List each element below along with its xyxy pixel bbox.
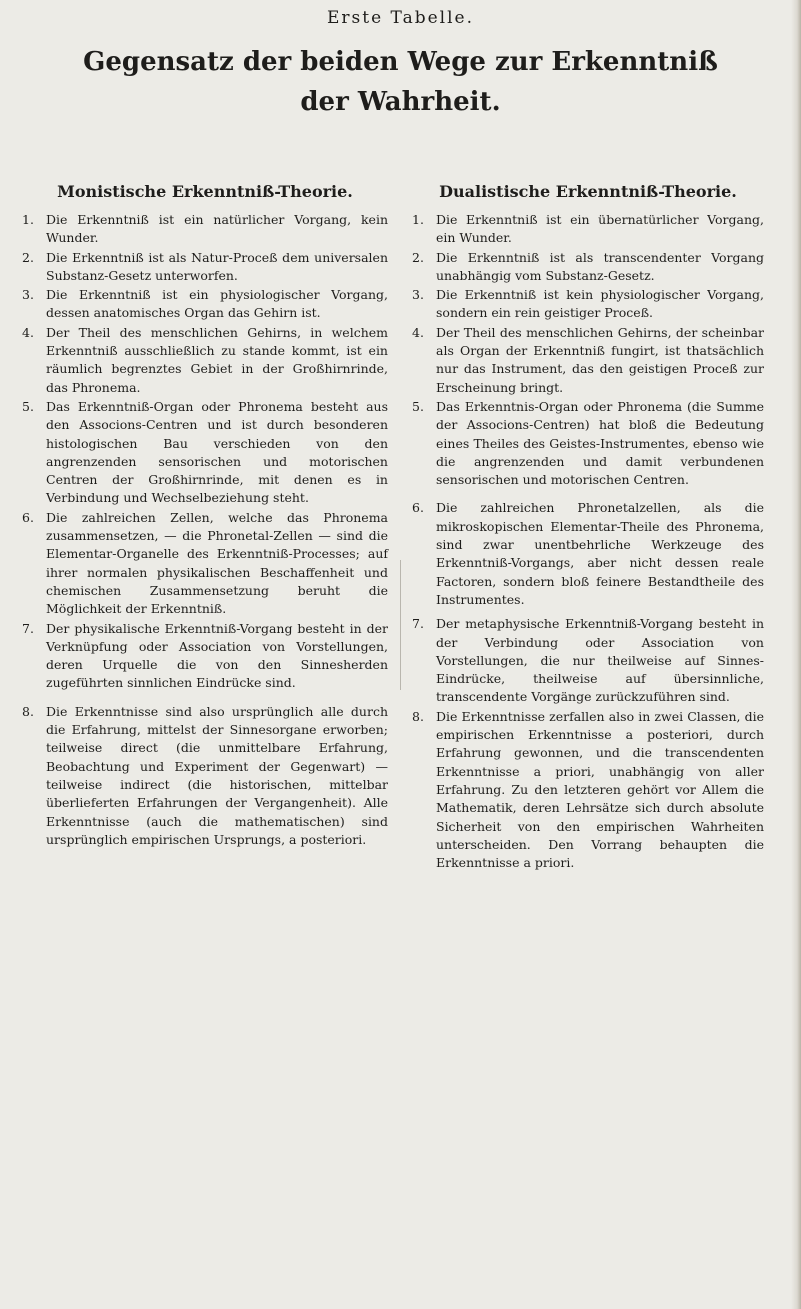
item-number: 1. [22, 212, 34, 227]
item-text: Der Theil des menschlichen Gehirns, der scheinbar als Organ der Erkenntniß fungirt, ist thatsächlich nur das Instrument, das den geistigen Proceß zur Erscheinung bringt. [436, 324, 764, 395]
item-text: Die Erkenntnisse zerfallen also in zwei Classen, die empirischen Erkenntnisse a posteriori, durch Erfahrung gewonnen, und die transcendenten Erkenntnisse a priori, unabhängig von aller Erfahrung. Zu den letzteren gehört vor Allem die Mathematik, deren Lehrsätze sich durch absolute Sicherheit von den empirischen Wahrheiten unterscheiden. Den Vorrang behaupten die Erkenntnisse a priori. [436, 708, 764, 871]
item-number: 3. [412, 287, 424, 303]
left-item-list [22, 211, 388, 849]
left-column-heading: Monistische Erkenntniß-Theorie. [57, 182, 353, 201]
item-number: 7. [412, 616, 424, 632]
item-text: Die Erkenntniß ist ein natürlicher Vorgang, kein Wunder. [46, 212, 388, 246]
item-number: 8. [22, 703, 34, 719]
right-item-list [412, 211, 764, 872]
list-item [22, 398, 388, 508]
item-number: 5. [22, 398, 34, 414]
item-text: Die Erkenntniß ist ein übernatürlicher Vorgang, ein Wunder. [436, 212, 764, 246]
list-item [22, 286, 388, 323]
list-item [22, 620, 388, 693]
item-number: 1. [412, 212, 424, 227]
item-number: 3. [22, 287, 34, 303]
item-text: Der metaphysische Erkenntniß-Vorgang besteht in der Verbindung oder Association von Vorstellungen, die nur theilweise auf Sinnes-Eindrücke, theilweise auf übersinnliche, transcendente Vorgänge zurückzuführen sind. [436, 616, 764, 705]
right-column [412, 182, 764, 873]
item-text: Die Erkenntniß ist als Natur-Proceß dem universalen Substanz-Gesetz unterworfen. [46, 249, 388, 283]
list-item [412, 398, 764, 489]
list-item [22, 324, 388, 397]
list-item [412, 211, 764, 248]
page-title: Gegensatz der beiden Wege zur Erkenntniß der Wahrheit. [83, 47, 718, 117]
list-item [22, 211, 388, 248]
item-number: 6. [412, 500, 424, 516]
list-item [22, 509, 388, 619]
table-label: Erste Tabelle. [327, 8, 474, 28]
item-number: 6. [22, 509, 34, 525]
item-number: 2. [412, 249, 424, 265]
list-item [22, 703, 388, 849]
item-number: 4. [412, 324, 424, 340]
item-text: Die zahlreichen Phronetalzellen, als die mikroskopischen Elementar-Theile des Phronema, sind zwar unentbehrliche Werkzeuge des Erkenntniß-Vorgangs, aber nicht dessen reale Factoren, sondern bloß feinere Bestandtheile des Instrumentes. [436, 500, 764, 607]
list-item [412, 286, 764, 323]
list-item [412, 615, 764, 706]
item-text: Der Theil des menschlichen Gehirns, in welchem Erkenntniß ausschließlich zu stande kommt, ist ein räumlich begrenztes Gebiet in der Großhirnrinde, das Phronema. [46, 324, 388, 395]
item-number: 2. [22, 249, 34, 265]
item-text: Der physikalische Erkenntniß-Vorgang besteht in der Verknüpfung oder Association von Vorstellungen, deren Urquelle die von den Sinnesherden zugeführten sinnlichen Eindrücke sind. [46, 620, 388, 691]
item-text: Das Erkenntniß-Organ oder Phronema besteht aus den Associons-Centren und ist durch besonderen histologischen Bau verschieden von den angrenzenden sensorischen und motorischen Centren der Großhirnrinde, mit denen es in Verbindung und Wechselbeziehung steht. [46, 398, 388, 506]
list-item [22, 249, 388, 286]
page-edge-shadow [791, 0, 801, 1309]
item-number: 5. [412, 398, 424, 414]
column-divider [400, 560, 401, 690]
item-number: 4. [22, 324, 34, 340]
item-text: Die Erkenntniß ist kein physiologischer Vorgang, sondern ein rein geistiger Proceß. [436, 287, 764, 321]
item-text: Die Erkenntniß ist ein physiologischer Vorgang, dessen anatomisches Organ das Gehirn ist. [46, 287, 388, 321]
item-number: 7. [22, 620, 34, 636]
item-text: Die zahlreichen Zellen, welche das Phronema zusammensetzen, — die Phronetal-Zellen — sind die Elementar-Organelle des Erkenntniß-Processes; auf ihrer normalen physikalischen Beschaffenheit und chemischen Zusammensetzung beruht die Möglichkeit der Erkenntniß. [46, 509, 388, 617]
list-item [412, 324, 764, 397]
item-text: Die Erkenntniß ist als transcendenter Vorgang unabhängig vom Substanz-Gesetz. [436, 249, 764, 283]
list-item [412, 499, 764, 609]
item-text: Das Erkenntnis-Organ oder Phronema (die Summe der Associons-Centren) hat bloß die Bedeutung eines Theiles des Geistes-Instrumentes, ebenso wie die angrenzenden und damit verbundenen sensorischen und motorischen Centren. [436, 398, 764, 488]
item-text: Die Erkenntnisse sind also ursprünglich alle durch die Erfahrung, mittelst der Sinnesorgane erworben; teilweise direct (die unmittelbare Erfahrung, Beobachtung und Experiment der Gegenwart) — teilweise indirect (die historischen, mittelbar überlieferten Erfahrungen der Vergangenheit). Alle Erkenntnisse (auch die mathematischen) sind ursprünglich empirischen Ursprungs, a posteriori. [46, 703, 388, 847]
right-column-heading: Dualistische Erkenntniß-Theorie. [439, 182, 737, 201]
list-item [412, 708, 764, 873]
left-column [22, 182, 388, 850]
list-item [412, 249, 764, 286]
item-number: 8. [412, 708, 424, 724]
